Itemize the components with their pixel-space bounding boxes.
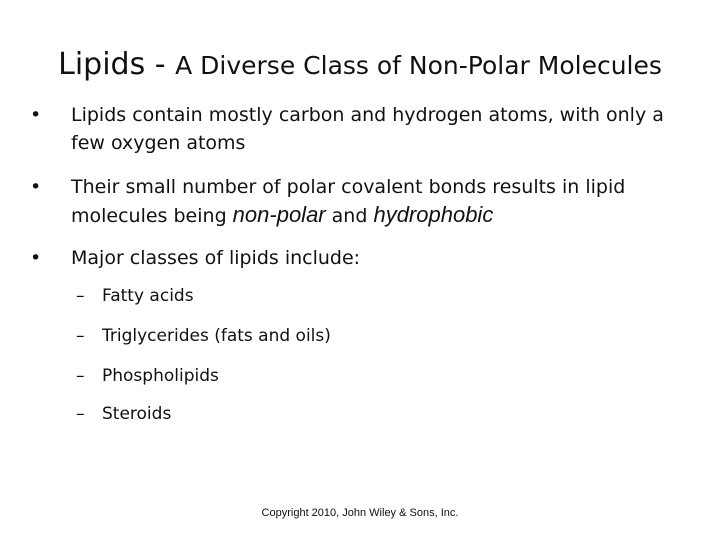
emphasis-hydrophobic: hydrophobic xyxy=(373,202,494,227)
slide-title xyxy=(0,48,720,81)
bullet-composition xyxy=(30,101,690,157)
bullet-text xyxy=(71,173,690,230)
sub-item-steroids xyxy=(76,402,171,426)
sub-item-phospholipids xyxy=(76,364,219,388)
bullet-text-connector: and xyxy=(325,205,374,227)
bullet-marker: • xyxy=(30,247,42,269)
sub-item-triglycerides xyxy=(76,324,331,348)
bullet-polarity xyxy=(30,173,690,230)
bullet-text: Lipids contain mostly carbon and hydrogen atoms, with only a few oxygen atoms xyxy=(71,104,664,154)
bullet-text: Major classes of lipids include: xyxy=(71,247,361,269)
sub-item-fatty-acids xyxy=(76,284,194,308)
sub-item-label: Triglycerides (fats and oils) xyxy=(102,326,331,346)
bullet-text-start: Their small number of polar covalent bonds results in lipid molecules being xyxy=(71,176,626,227)
emphasis-non-polar: non-polar xyxy=(232,202,326,227)
bullet-marker: • xyxy=(30,104,42,126)
slide-title-main: Lipids - xyxy=(58,47,176,82)
sub-item-marker: – xyxy=(76,286,85,306)
sub-item-label: Phospholipids xyxy=(102,366,219,386)
bullet-major-classes xyxy=(30,244,690,272)
bullet-marker: • xyxy=(30,176,42,198)
slide-title-subtitle: A Diverse Class of Non-Polar Molecules xyxy=(175,51,662,80)
sub-item-label: Steroids xyxy=(102,404,172,424)
copyright-footer: Copyright 2010, John Wiley & Sons, Inc. xyxy=(261,507,459,519)
sub-item-marker: – xyxy=(76,404,85,424)
sub-item-label: Fatty acids xyxy=(102,286,194,306)
sub-item-marker: – xyxy=(76,326,85,346)
sub-item-marker: – xyxy=(76,366,85,386)
